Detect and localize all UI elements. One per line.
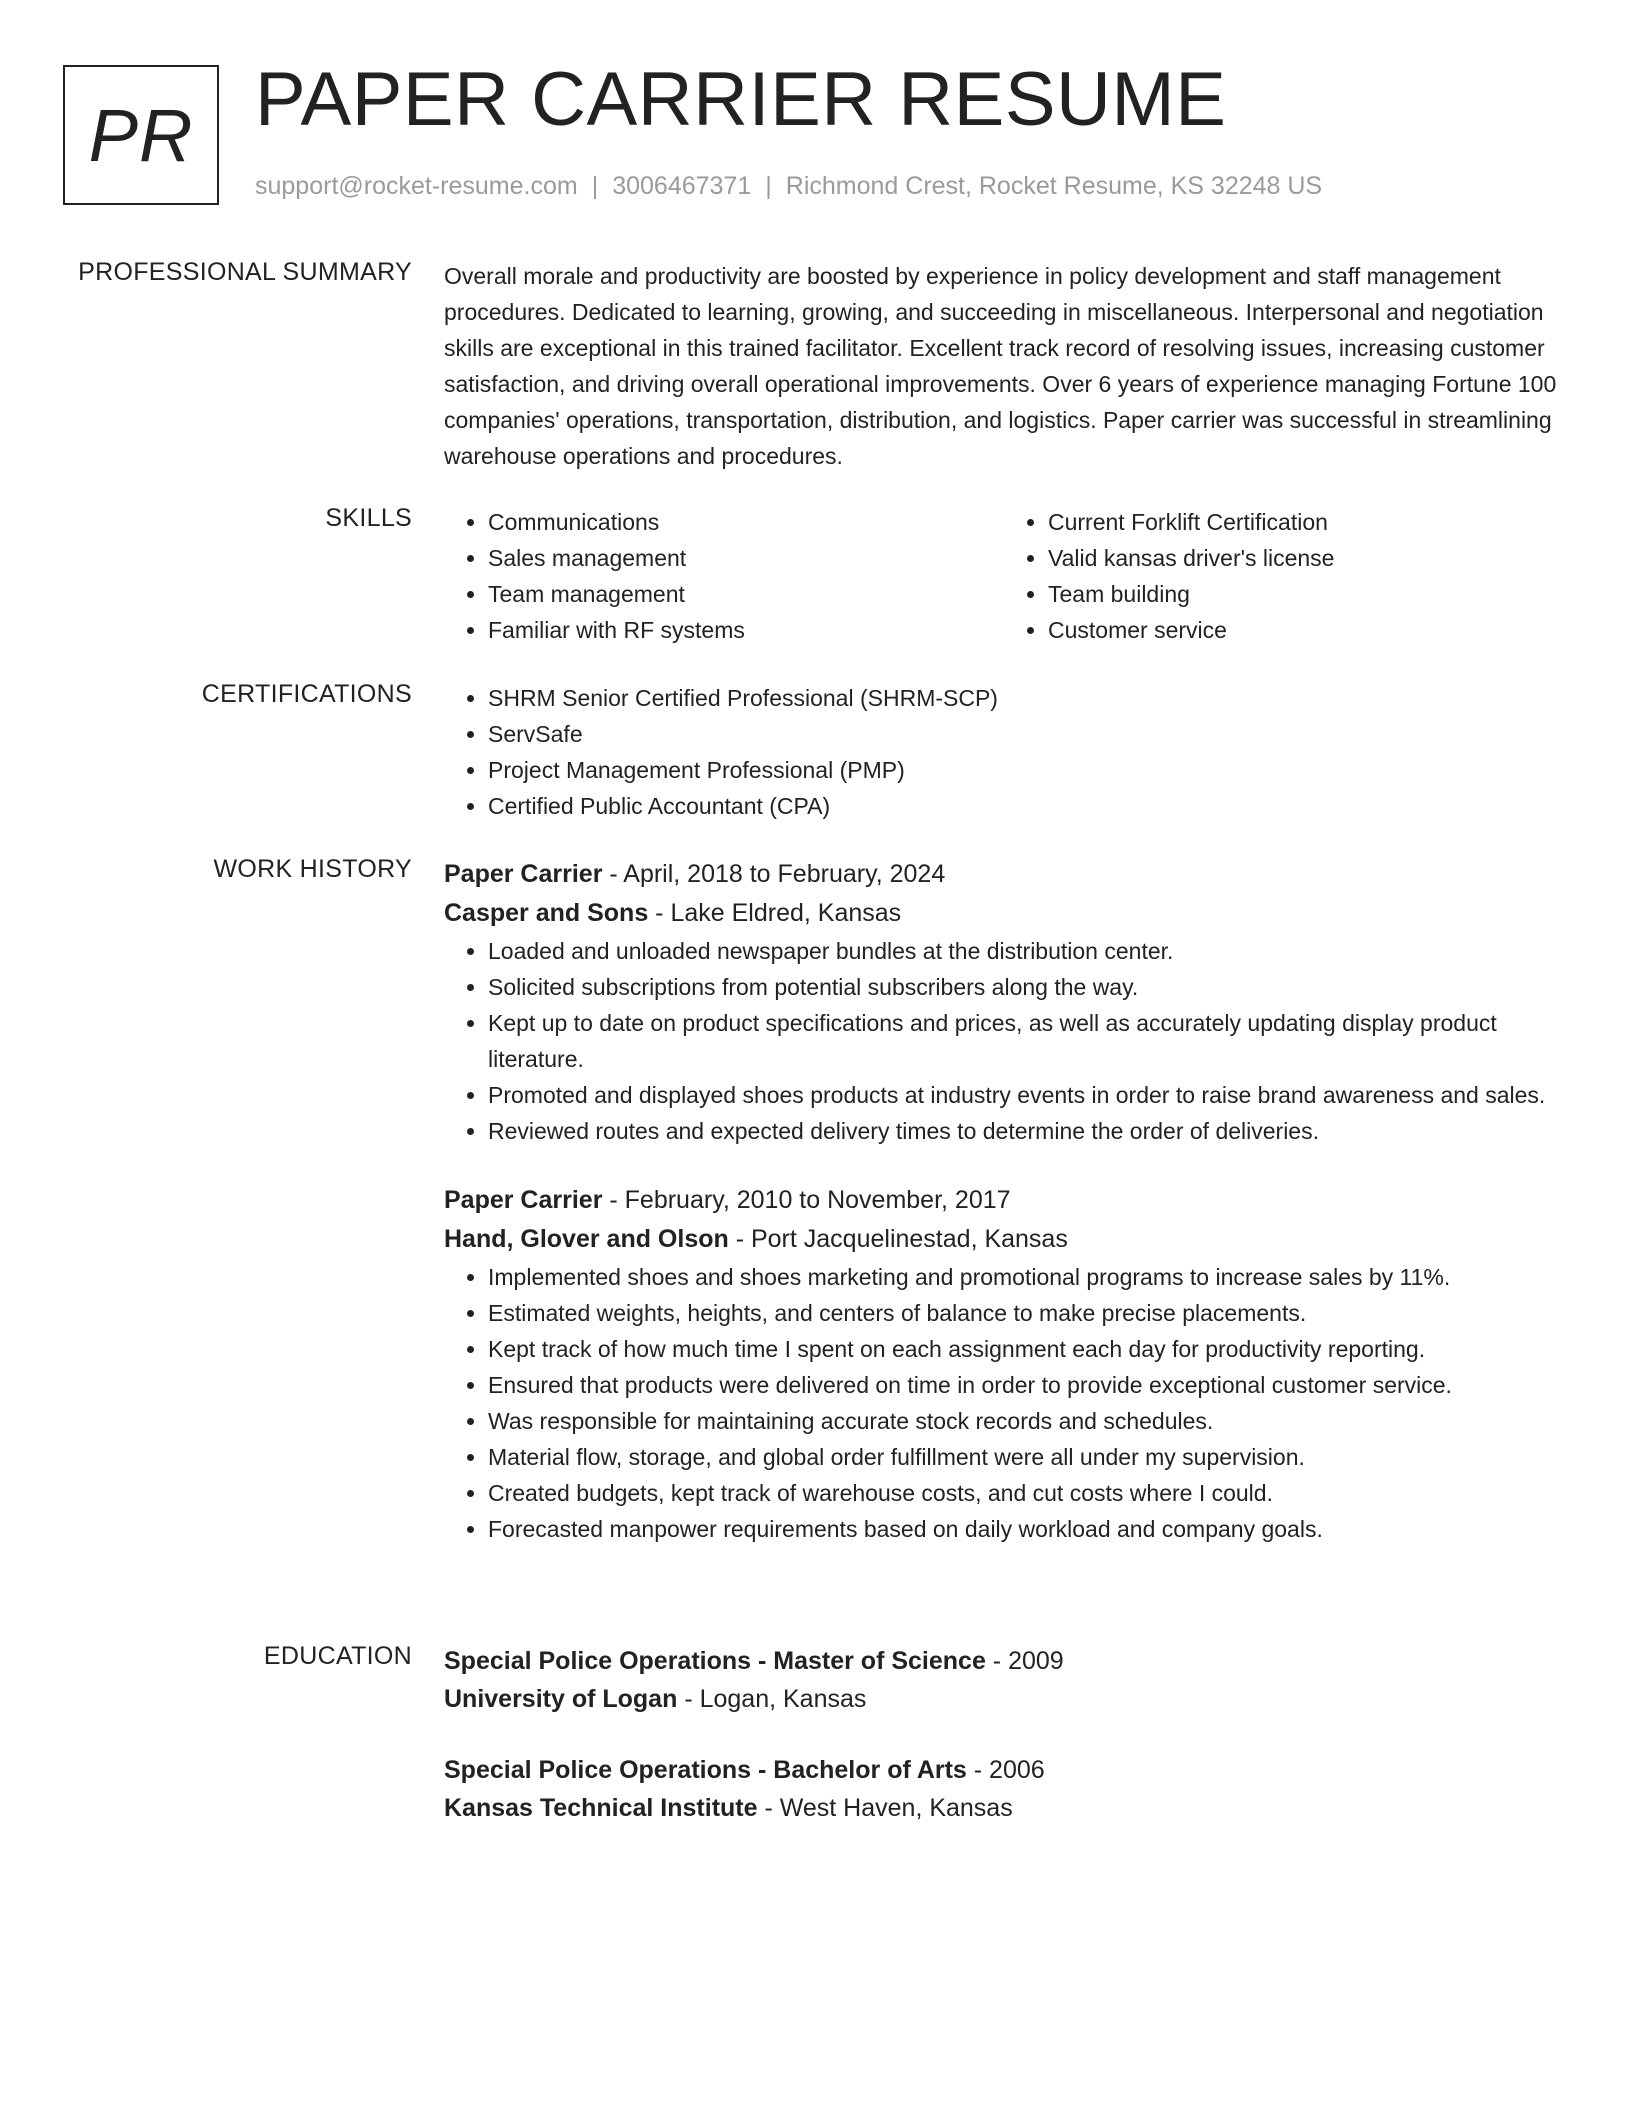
job-company-line [444, 894, 1564, 933]
education-school: Kansas Technical Institute [444, 1794, 758, 1822]
job-entry [444, 1181, 1564, 1547]
job-duty-item: • Kept up to date on product specifications and prices, as well as accurately updating display product literature. [488, 1005, 1564, 1077]
education-degree-line [444, 1751, 1564, 1789]
monogram-text: PR [88, 93, 194, 177]
resume-title: PAPER CARRIER RESUME [255, 57, 1227, 142]
job-duty-item: • Promoted and displayed shoes products at industry events in order to raise brand awareness and sales. [488, 1077, 1564, 1113]
job-role-line [444, 1181, 1564, 1220]
job-role: Paper Carrier [444, 860, 603, 888]
section-title-education: EDUCATION [263, 1642, 412, 1670]
skill-item: • Current Forklift Certification [1048, 504, 1564, 540]
certifications-list [444, 680, 1564, 824]
education-year: - 2009 [985, 1647, 1064, 1675]
education-body [444, 1642, 1564, 1827]
job-dates: - April, 2018 to February, 2024 [602, 860, 946, 888]
job-duties-list [444, 933, 1564, 1149]
education-entry [444, 1642, 1564, 1718]
skill-item: • Team building [1048, 576, 1564, 612]
job-role: Paper Carrier [444, 1186, 603, 1214]
monogram-badge [63, 65, 219, 205]
job-duty-item: • Forecasted manpower requirements based on daily workload and company goals. [488, 1511, 1564, 1547]
job-entry [444, 855, 1564, 1149]
education-year: - 2006 [966, 1756, 1045, 1784]
certification-item: • ServSafe [488, 716, 1564, 752]
skill-item: • Sales management [488, 540, 1004, 576]
summary-body [444, 258, 1564, 474]
education-degree: Special Police Operations - Master of Science [444, 1647, 986, 1675]
education-degree: Special Police Operations - Bachelor of Arts [444, 1756, 967, 1784]
contact-line [255, 172, 1322, 201]
education-location: - Logan, Kansas [677, 1685, 867, 1713]
certifications-body [444, 680, 1564, 824]
certification-item: • SHRM Senior Certified Professional (SHRM-SCP) [488, 680, 1564, 716]
job-duty-item: • Implemented shoes and shoes marketing and promotional programs to increase sales by 11%. [488, 1259, 1564, 1295]
contact-address: Richmond Crest, Rocket Resume, KS 32248 US [785, 172, 1323, 200]
summary-text: Overall morale and productivity are boosted by experience in policy development and staff management procedures. Dedicated to learning, growing, and succeeding in miscellaneous. Interpersonal and negotiation skills are exceptional in this trained facilitator. Excellent track record of resolving issues, increasing customer satisfaction, and driving overall operational improvements. Over 6 years of experience managing Fortune 100 companies' operations, transportation, distribution, and logistics. Paper carrier was successful in streamlining warehouse operations and procedures. [444, 263, 1557, 469]
job-duty-item: • Created budgets, kept track of warehouse costs, and cut costs where I could. [488, 1475, 1564, 1511]
section-title-skills: SKILLS [325, 504, 412, 532]
contact-separator: | [591, 172, 599, 200]
certification-item: • Project Management Professional (PMP) [488, 752, 1564, 788]
job-company-line [444, 1220, 1564, 1259]
job-duty-item: • Material flow, storage, and global order fulfillment were all under my supervision. [488, 1439, 1564, 1475]
job-dates: - February, 2010 to November, 2017 [602, 1186, 1011, 1214]
education-location: - West Haven, Kansas [757, 1794, 1013, 1822]
job-company: Hand, Glover and Olson [444, 1225, 729, 1253]
section-title-work-history: WORK HISTORY [213, 855, 412, 883]
skills-columns [444, 504, 1564, 648]
section-title-certifications: CERTIFICATIONS [201, 680, 412, 708]
education-school-line [444, 1680, 1564, 1718]
skill-item: • Customer service [1048, 612, 1564, 648]
certification-item: • Certified Public Accountant (CPA) [488, 788, 1564, 824]
work-history-body [444, 855, 1564, 1547]
skills-list-right [1004, 504, 1564, 648]
job-duty-item: • Was responsible for maintaining accurate stock records and schedules. [488, 1403, 1564, 1439]
job-duty-item: • Loaded and unloaded newspaper bundles at the distribution center. [488, 933, 1564, 969]
contact-email[interactable]: support@rocket-resume.com [255, 172, 578, 200]
section-title-summary: PROFESSIONAL SUMMARY [78, 258, 412, 286]
skills-body [444, 504, 1564, 648]
job-duties-list [444, 1259, 1564, 1547]
job-role-line [444, 855, 1564, 894]
contact-separator: | [765, 172, 772, 200]
skill-item: • Familiar with RF systems [488, 612, 1004, 648]
job-location: - Port Jacquelinestad, Kansas [728, 1225, 1068, 1253]
education-entry [444, 1751, 1564, 1827]
skill-item: • Communications [488, 504, 1004, 540]
education-degree-line [444, 1642, 1564, 1680]
job-duty-item: • Kept track of how much time I spent on each assignment each day for productivity reporting. [488, 1331, 1564, 1367]
skill-item: • Valid kansas driver's license [1048, 540, 1564, 576]
job-location: - Lake Eldred, Kansas [648, 899, 902, 927]
job-duty-item: • Ensured that products were delivered on time in order to provide exceptional customer service. [488, 1367, 1564, 1403]
contact-phone[interactable]: 3006467371 [612, 172, 752, 200]
education-school: University of Logan [444, 1685, 678, 1713]
job-duty-item: • Reviewed routes and expected delivery times to determine the order of deliveries. [488, 1113, 1564, 1149]
skills-list-left [444, 504, 1004, 648]
skill-item: • Team management [488, 576, 1004, 612]
job-duty-item: • Estimated weights, heights, and centers of balance to make precise placements. [488, 1295, 1564, 1331]
job-company: Casper and Sons [444, 899, 649, 927]
education-school-line [444, 1789, 1564, 1827]
job-duty-item: • Solicited subscriptions from potential subscribers along the way. [488, 969, 1564, 1005]
